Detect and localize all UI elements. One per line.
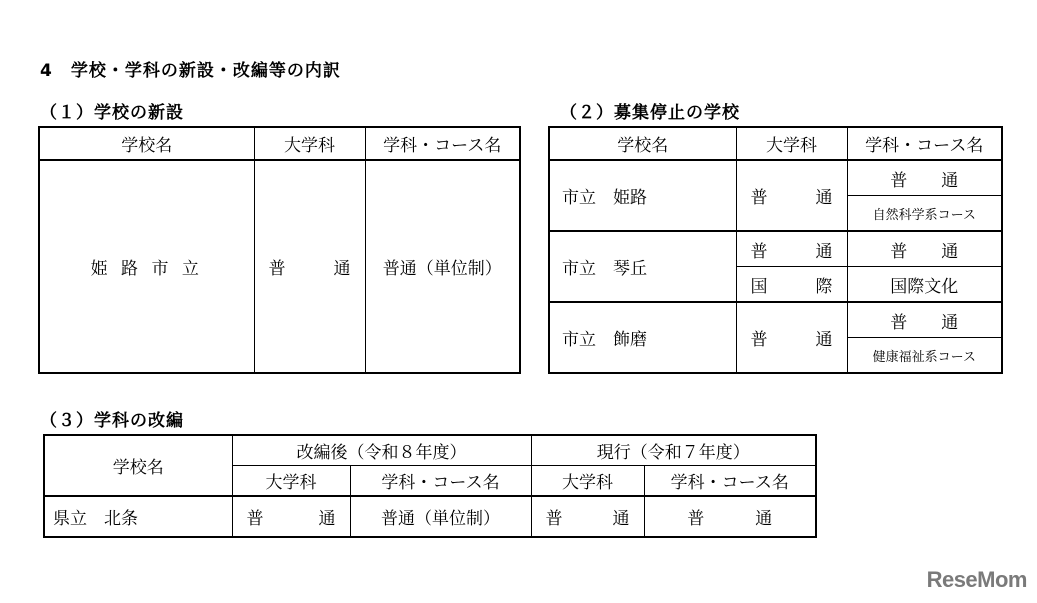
header-current-course: 学科・コース名 <box>644 466 816 497</box>
school-hojo: 県立 北条 <box>44 496 232 537</box>
header-course: 学科・コース名 <box>847 127 1002 160</box>
header-current-group: 現行（令和７年度） <box>531 435 816 466</box>
dept-kotooka-1: 普 通 <box>736 231 847 267</box>
resemom-logo: ReseMom <box>926 567 1027 592</box>
dept-shikama: 普 通 <box>736 302 847 373</box>
header-course: 学科・コース名 <box>365 127 520 160</box>
course-himeji-2: 自然科学系コース <box>847 196 1002 232</box>
page-title: 4 学校・学科の新設・改編等の内訳 <box>40 61 341 81</box>
section3-heading: （３）学科の改編 <box>40 411 184 431</box>
course-himeji-1: 普 通 <box>847 160 1002 196</box>
header-school-name: 学校名 <box>549 127 736 160</box>
header-after-course: 学科・コース名 <box>350 466 531 497</box>
current-course: 普 通 <box>644 496 816 537</box>
dept-himeji: 普 通 <box>736 160 847 231</box>
school-himeji: 市立 姫路 <box>549 160 736 231</box>
section2-heading: （２）募集停止の学校 <box>560 103 740 123</box>
school-kotooka: 市立 琴丘 <box>549 231 736 302</box>
header-after-group: 改編後（令和８年度） <box>232 435 531 466</box>
reorganization-table <box>43 434 817 538</box>
header-dept: 大学科 <box>254 127 365 160</box>
new-school-table <box>38 126 521 374</box>
course-shikama-1: 普 通 <box>847 302 1002 338</box>
header-school-name: 学校名 <box>44 435 232 496</box>
new-school-course: 普通（単位制） <box>365 160 520 373</box>
closed-school-table <box>548 126 1003 374</box>
course-shikama-2: 健康福祉系コース <box>847 338 1002 374</box>
after-dept: 普 通 <box>232 496 350 537</box>
dept-kotooka-2: 国 際 <box>736 267 847 303</box>
school-shikama: 市立 飾磨 <box>549 302 736 373</box>
after-course: 普通（単位制） <box>350 496 531 537</box>
header-dept: 大学科 <box>736 127 847 160</box>
current-dept: 普 通 <box>531 496 644 537</box>
course-kotooka-2: 国際文化 <box>847 267 1002 303</box>
header-current-dept: 大学科 <box>531 466 644 497</box>
header-after-dept: 大学科 <box>232 466 350 497</box>
new-school-name: 姫 路 市 立 <box>39 160 254 373</box>
new-school-dept: 普 通 <box>254 160 365 373</box>
header-school-name: 学校名 <box>39 127 254 160</box>
course-kotooka-1: 普 通 <box>847 231 1002 267</box>
section1-heading: （１）学校の新設 <box>40 103 184 123</box>
